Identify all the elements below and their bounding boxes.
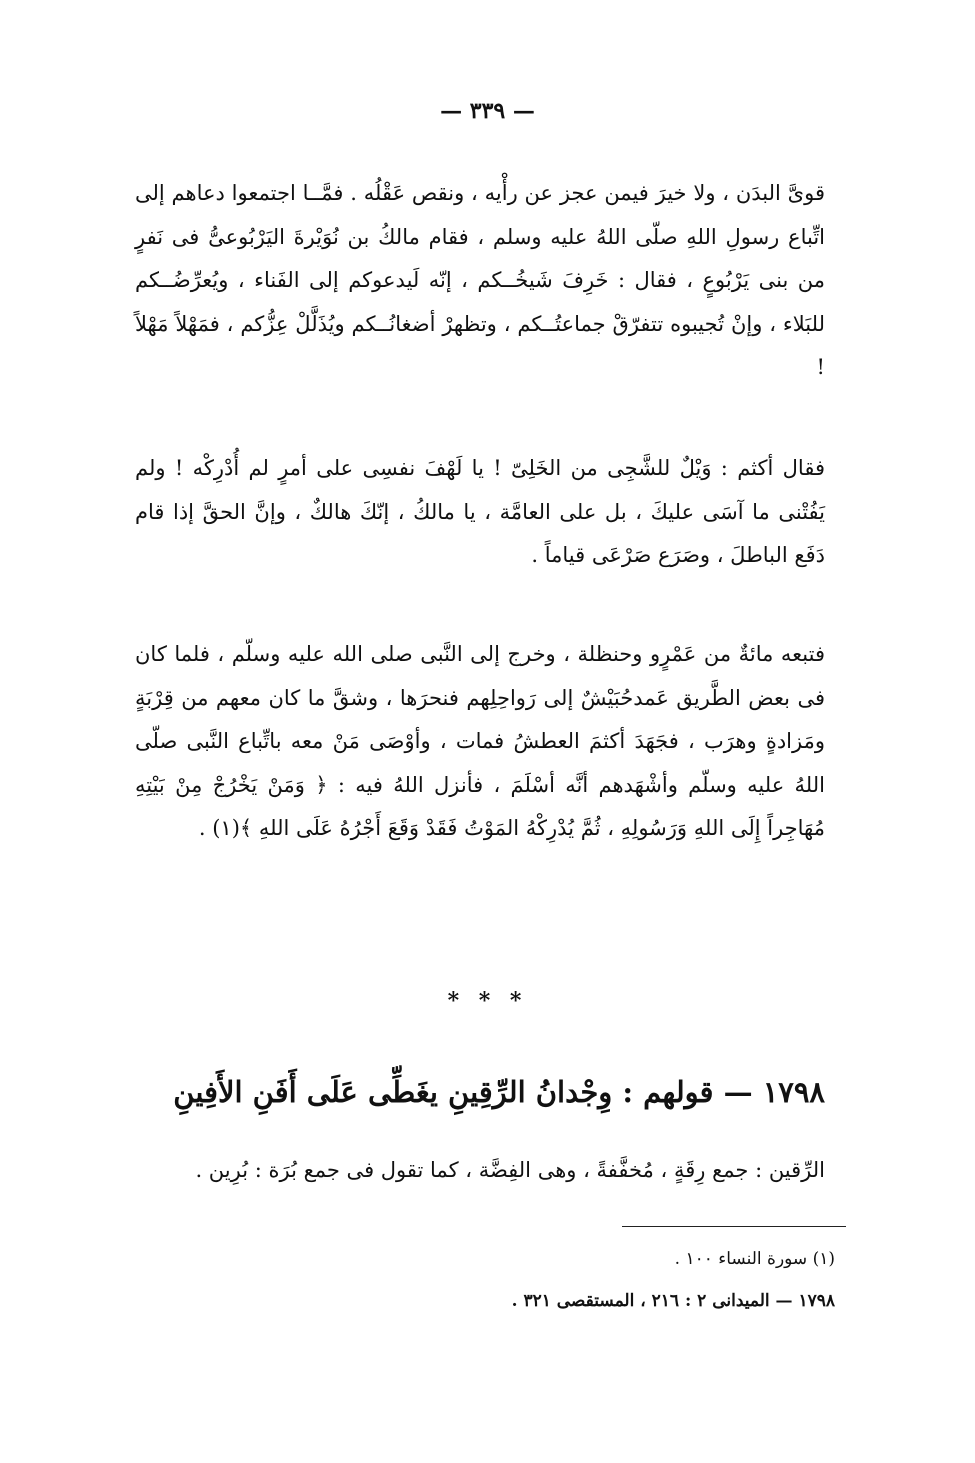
footnote-divider [622,1226,846,1227]
page-number: — ٣٣٩ — [440,98,535,124]
paragraph-3: فتبعه مائةٌ من عَمْرٍو وحنظلة ، وخرج إلى النَّبى صلى الله عليه وسلّم ، فلما كان فى بعض الطَّريق عَمدحُبَيْشٌ إلى رَواحِلِهم فنحرَها ، وشقَّ ما كان معهم من قِرْبَةٍ ومَزادةٍ وهرَب ، فجَهَدَ أكثمَ العطشُ فمات ، وأوْصَى مَنْ معه باتِّباع النَّبى صلّى اللهُ عليه وسلّم وأشْهَدهم أنَّه أسْلَمَ ، فأنزل اللهُ فيه : ﴿ وَمَنْ يَخْرُجْ مِنْ بَيْتِهِ مُهَاجِراً إِلَى اللهِ وَرَسُولِهِ ، ثُمَّ يُدْرِكْهُ المَوْتُ فَقَدْ وَقَعَ أَجْرُهُ عَلَى اللهِ ﴾(١) . [135,642,825,840]
entry-heading: ١٧٩٨ — قولهم : وِجْدانُ الرِّقِينِ يغَطِّى عَلَى أَفَنِ الأَفِينِ [173,1075,825,1109]
paragraph-1: قوىَّ البدَن ، ولا خيرَ فيمن عجز عن رأْيه ، ونقص عَقْلُه . فمَّــا اجتمعوا دعاهم إلى اتِّباع رسولِ اللهِ صلّى اللهُ عليه وسلم ، فقام مالكُ بن نُوَيْرةَ اليَرْبُوعىُّ فى نَفرٍ من بنى يَرْبُوعٍ ، فقال : خَرِفَ شَيخُــكم ، إنّه لَيدعوكم إلى الفَناء ، ويُعرِّضُــكم للبَلاء ، وإنْ تُجيبوه تتفرّقْ جماعتُــكم ، وتظهرْ أضغانُــكم ويُذَلَّلْ عِزُّكم ، فمَهْلاً مَهْلاً ! [135,181,825,379]
section-separator: * * * [447,988,528,1014]
footnote-1: (١) سورة النساء ١٠٠ . [674,1249,835,1269]
paragraph-2: فقال أكثم : وَيْلٌ للشَّجِى من الخَلِىّ ! يا لَهْفَ نفسِى على أمرٍ لم أُدْرِكْه ! ولم يَفُتْنى ما آسَى عليكَ ، بل على العامَّة ، يا مالكُ ، إنّكَ هالكٌ ، وإنَّ الحقَّ إذا قام دَفَع الباطلَ ، وصَرَع صَرْعَى قياماً . [135,456,825,567]
footnote-2: ١٧٩٨ — الميدانى ٢ : ٢١٦ ، المستقصى ٣٢١ . [511,1291,835,1311]
entry-definition: الرِّقين : جمع رِقَةٍ ، مُخفَّفةً ، وهى الفِضَّة ، كما تقول فى جمع بُرَة : بُرِين . [195,1158,825,1182]
